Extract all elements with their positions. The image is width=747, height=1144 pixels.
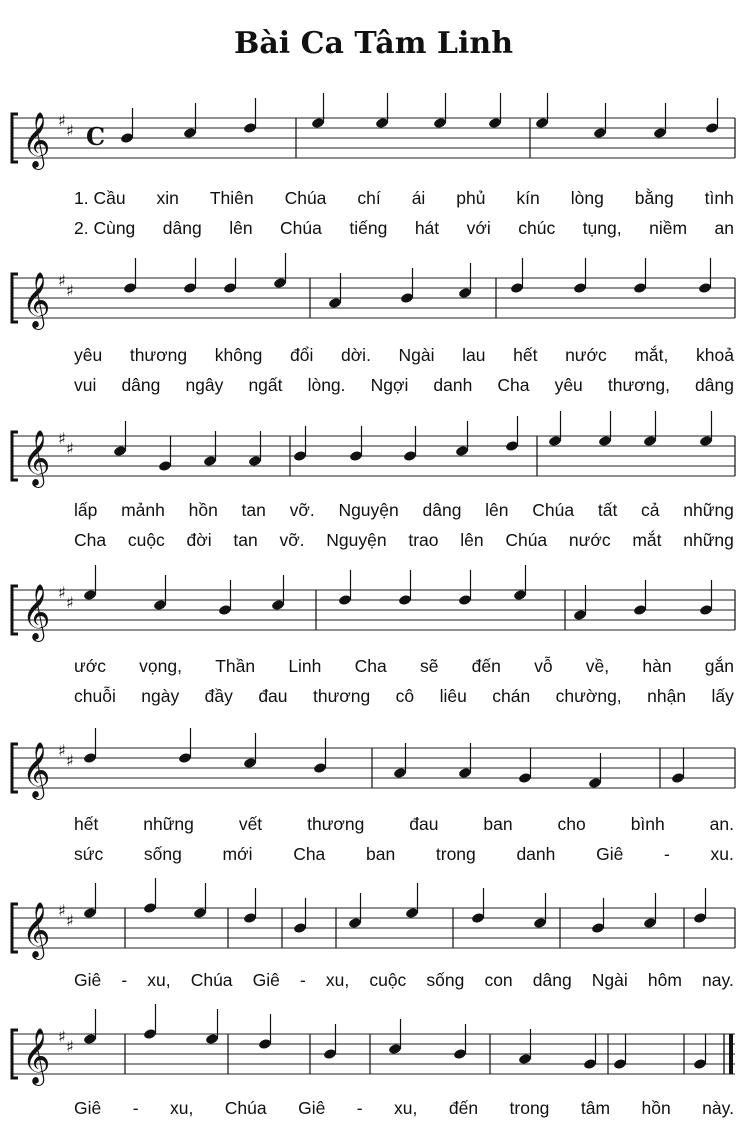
lyric-syllable: vui — [74, 375, 97, 395]
lyric-syllable: thương, — [607, 375, 670, 395]
sharp-icon: ♯ — [58, 583, 66, 602]
lyric-syllable: nước — [565, 345, 607, 365]
lyric-syllable: thương — [129, 345, 188, 365]
lyric-line — [74, 686, 734, 707]
lyric-syllable: chường, — [555, 686, 622, 706]
treble-clef-icon: 𝄞 — [22, 1028, 51, 1084]
lyric-syllable: vết — [238, 814, 263, 834]
lyric-syllable: hôm — [647, 970, 682, 990]
lyric-syllable: đổi — [290, 345, 314, 365]
treble-clef-icon: 𝄞 — [22, 272, 51, 328]
lyric-syllable: hồn — [188, 500, 218, 520]
lyric-syllable: - — [121, 970, 128, 990]
sharp-icon: ♯ — [66, 911, 74, 930]
lyric-syllable: kín — [516, 188, 540, 208]
lyric-syllable: này. — [702, 1098, 734, 1118]
sharp-icon: ♯ — [66, 121, 74, 140]
lyric-syllable: dâng — [162, 218, 202, 238]
lyric-line — [74, 1098, 734, 1119]
lyric-syllable: trong — [509, 1098, 550, 1118]
lyric-syllable: xin — [156, 188, 179, 208]
lyric-syllable: yêu — [74, 345, 103, 365]
lyric-syllable: lòng. — [307, 375, 346, 395]
lyric-syllable: sức — [74, 844, 104, 864]
lyric-syllable: Nguyện — [326, 530, 387, 550]
lyric-syllable: tất — [597, 500, 618, 520]
lyric-syllable: Thần — [215, 656, 256, 676]
lyric-syllable: Chúa — [505, 530, 548, 550]
lyric-line — [74, 218, 734, 239]
lyric-syllable: trao — [408, 530, 439, 550]
lyric-syllable: ban — [483, 814, 513, 834]
lyric-line — [74, 814, 734, 835]
lyric-syllable: đến — [448, 1098, 479, 1118]
lyric-syllable: Chúa — [284, 188, 327, 208]
treble-clef-icon: 𝄞 — [22, 584, 51, 640]
lyric-syllable: liêu — [439, 686, 467, 706]
lyric-syllable: về, — [585, 656, 610, 676]
lyric-syllable: Ngài — [591, 970, 628, 990]
lyric-syllable: ái — [411, 188, 426, 208]
lyric-syllable: mới — [222, 844, 253, 864]
lyric-line — [74, 500, 734, 521]
lyric-syllable: bằng — [634, 188, 674, 208]
lyric-line — [74, 656, 734, 677]
lyric-syllable: ước — [74, 656, 106, 676]
lyric-syllable: nhận — [647, 686, 687, 706]
lyric-syllable: cuộc — [127, 530, 165, 550]
sharp-icon: ♯ — [66, 439, 74, 458]
lyric-syllable: đầy — [204, 686, 233, 706]
sharp-icon: ♯ — [66, 281, 74, 300]
lyric-syllable: Chúa — [532, 500, 575, 520]
lyric-syllable: lấy — [711, 686, 734, 706]
sharp-icon: ♯ — [58, 271, 66, 290]
lyric-syllable: Chúa — [190, 970, 233, 990]
lyric-syllable: Ngài — [398, 345, 435, 365]
lyric-syllable: lau — [462, 345, 486, 365]
lyric-syllable: Thiên — [209, 188, 254, 208]
lyric-syllable: yêu — [554, 375, 583, 395]
lyric-syllable: tâm — [580, 1098, 611, 1118]
lyric-syllable: hồn — [641, 1098, 671, 1118]
lyric-syllable: ngây — [185, 375, 224, 395]
lyric-syllable: Cha — [497, 375, 530, 395]
lyric-syllable: vỡ. — [289, 500, 315, 520]
lyric-syllable: an — [714, 218, 734, 238]
lyric-syllable: đời — [186, 530, 212, 550]
lyric-syllable: - — [299, 970, 306, 990]
lyric-syllable: chuỗi — [74, 686, 116, 706]
lyric-syllable: Giê — [74, 1098, 102, 1118]
lyric-syllable: ngất — [248, 375, 283, 395]
lyric-syllable: - — [132, 1098, 139, 1118]
lyric-syllable: mảnh — [121, 500, 165, 520]
lyric-syllable: hết — [513, 345, 538, 365]
lyric-syllable: Cha — [74, 530, 107, 550]
lyric-syllable: đau — [258, 686, 288, 706]
lyric-syllable: - — [356, 1098, 363, 1118]
lyric-syllable: lên — [460, 530, 484, 550]
lyric-syllable: 1. Cầu — [74, 188, 126, 208]
lyric-syllable: trong — [435, 844, 476, 864]
lyric-syllable: vỡ. — [279, 530, 305, 550]
lyric-syllable: mắt, — [634, 345, 669, 365]
lyric-syllable: tan — [241, 500, 266, 520]
lyric-syllable: dâng — [532, 970, 572, 990]
lyric-syllable: những — [143, 814, 194, 834]
lyric-syllable: danh — [433, 375, 473, 395]
lyric-syllable: chán — [492, 686, 531, 706]
lyric-syllable: lên — [229, 218, 253, 238]
lyric-syllable: tiếng — [349, 218, 388, 238]
lyric-syllable: cô — [395, 686, 415, 706]
lyric-syllable: Linh — [288, 656, 322, 676]
lyric-syllable: an. — [709, 814, 734, 834]
lyric-syllable: mắt — [632, 530, 662, 550]
lyric-syllable: xu, — [169, 1098, 194, 1118]
treble-clef-icon: 𝄞 — [22, 902, 51, 958]
sharp-icon: ♯ — [66, 1037, 74, 1056]
lyric-syllable: sống — [426, 970, 465, 990]
lyric-syllable: danh — [516, 844, 556, 864]
time-signature: C — [86, 122, 106, 151]
lyric-syllable: lòng — [570, 188, 604, 208]
lyric-syllable: nước — [568, 530, 611, 550]
lyric-syllable: Chúa — [224, 1098, 267, 1118]
treble-clef-icon: 𝄞 — [22, 112, 51, 168]
lyric-syllable: Cha — [354, 656, 387, 676]
lyric-syllable: Nguyện — [338, 500, 399, 520]
lyric-syllable: dâng — [695, 375, 734, 395]
lyric-syllable: xu, — [147, 970, 171, 990]
lyric-syllable: cho — [557, 814, 586, 834]
lyric-syllable: thương — [307, 814, 365, 834]
lyric-syllable: dâng — [422, 500, 462, 520]
lyric-syllable: xu, — [325, 970, 350, 990]
lyric-syllable: ngày — [141, 686, 180, 706]
sharp-icon: ♯ — [66, 751, 74, 770]
lyric-syllable: tụng, — [582, 218, 622, 238]
lyric-syllable: Ngợi — [370, 375, 409, 395]
lyric-syllable: thương — [312, 686, 371, 706]
lyric-syllable: với — [466, 218, 491, 238]
lyric-syllable: phủ — [456, 188, 486, 208]
lyric-syllable: Giê — [596, 844, 624, 864]
lyric-syllable: hết — [74, 814, 99, 834]
lyric-syllable: đến — [471, 656, 501, 676]
lyric-syllable: nay. — [702, 970, 734, 990]
lyric-line — [74, 844, 734, 865]
lyric-syllable: - — [664, 844, 670, 864]
lyric-syllable: Cha — [293, 844, 326, 864]
sharp-icon: ♯ — [58, 111, 66, 130]
lyric-syllable: không — [214, 345, 263, 365]
lyric-syllable: sẽ — [419, 656, 439, 676]
lyric-syllable: 2. Cùng — [74, 218, 136, 238]
lyric-syllable: niềm — [649, 218, 688, 238]
sharp-icon: ♯ — [58, 741, 66, 760]
lyric-syllable: tan — [233, 530, 258, 550]
lyric-syllable: cả — [641, 500, 660, 520]
lyric-syllable: con — [484, 970, 513, 990]
lyric-syllable: hát — [414, 218, 440, 238]
lyric-syllable: Chúa — [280, 218, 322, 238]
lyric-line — [74, 375, 734, 396]
sharp-icon: ♯ — [58, 429, 66, 448]
lyric-syllable: cuộc — [369, 970, 407, 990]
lyric-syllable: Giê — [252, 970, 280, 990]
lyric-syllable: vỗ — [534, 656, 553, 676]
lyric-syllable: sống — [143, 844, 182, 864]
lyric-line — [74, 530, 734, 551]
lyric-syllable: lấp — [74, 500, 98, 520]
lyric-syllable: xu. — [710, 844, 734, 864]
treble-clef-icon: 𝄞 — [22, 430, 51, 486]
lyric-syllable: tình — [704, 188, 734, 208]
treble-clef-icon: 𝄞 — [22, 742, 51, 798]
lyric-syllable: chúc — [518, 218, 556, 238]
lyric-syllable: bình — [630, 814, 665, 834]
lyric-syllable: những — [683, 530, 734, 550]
lyric-syllable: khoả — [696, 345, 734, 365]
lyric-syllable: hàn — [642, 656, 672, 676]
lyric-line — [74, 970, 734, 991]
lyric-syllable: xu, — [394, 1098, 418, 1118]
lyric-line — [74, 188, 734, 209]
lyric-syllable: dời. — [340, 345, 371, 365]
lyric-syllable: những — [683, 500, 734, 520]
lyric-line — [74, 345, 734, 366]
song-title: Bài Ca Tâm Linh — [233, 26, 514, 61]
lyric-syllable: lên — [485, 500, 509, 520]
sharp-icon: ♯ — [58, 901, 66, 920]
sharp-icon: ♯ — [66, 593, 74, 612]
lyric-syllable: đau — [409, 814, 439, 834]
lyric-syllable: Giê — [298, 1098, 326, 1118]
lyric-syllable: Giê — [74, 970, 102, 990]
lyric-syllable: vọng, — [139, 656, 182, 676]
lyric-syllable: ban — [365, 844, 396, 864]
sharp-icon: ♯ — [58, 1027, 66, 1046]
lyric-syllable: dâng — [121, 375, 161, 395]
lyric-syllable: gắn — [704, 656, 734, 676]
lyric-syllable: chí — [357, 188, 381, 208]
